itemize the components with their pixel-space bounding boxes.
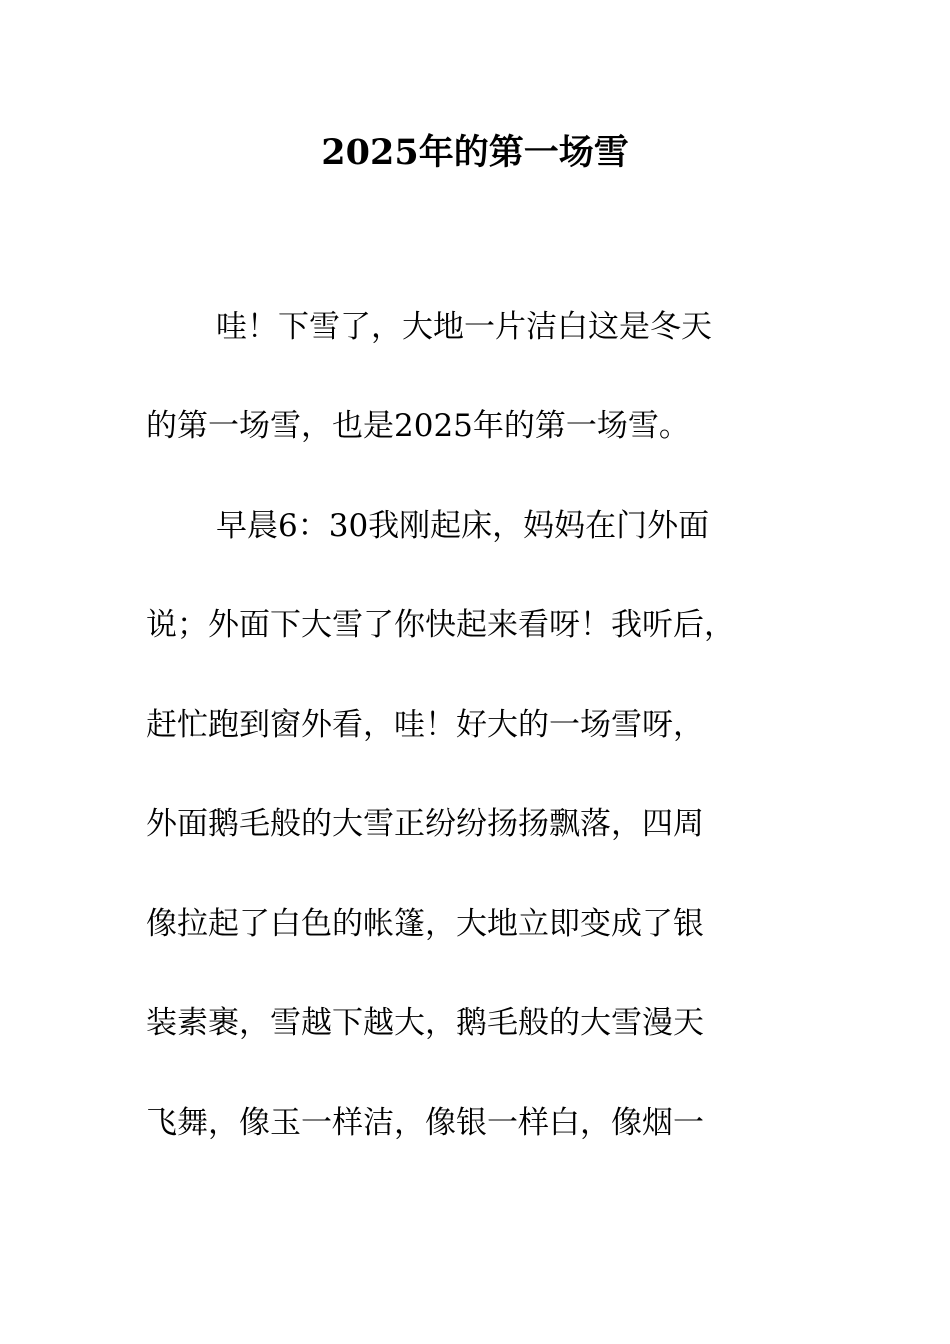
document-title: 2025年的第一场雪 <box>321 132 629 173</box>
paragraph-line: 哇！下雪了，大地一片洁白这是冬天 <box>216 309 712 345</box>
paragraph-line: 赶忙跑到窗外看，哇！好大的一场雪呀， <box>146 707 704 743</box>
paragraph-line: 的第一场雪，也是2025年的第一场雪。 <box>146 408 690 444</box>
paragraph-line: 像拉起了白色的帐篷，大地立即变成了银 <box>146 906 704 942</box>
paragraph-line: 早晨6：30我刚起床，妈妈在门外面 <box>216 508 710 544</box>
paragraph-line: 装素裹，雪越下越大，鹅毛般的大雪漫天 <box>146 1005 704 1041</box>
paragraph-line: 说；外面下大雪了你快起来看呀！我听后， <box>146 607 735 643</box>
paragraph-line: 外面鹅毛般的大雪正纷纷扬扬飘落，四周 <box>146 806 704 842</box>
paragraph-line: 飞舞，像玉一样洁，像银一样白，像烟一 <box>146 1105 704 1141</box>
